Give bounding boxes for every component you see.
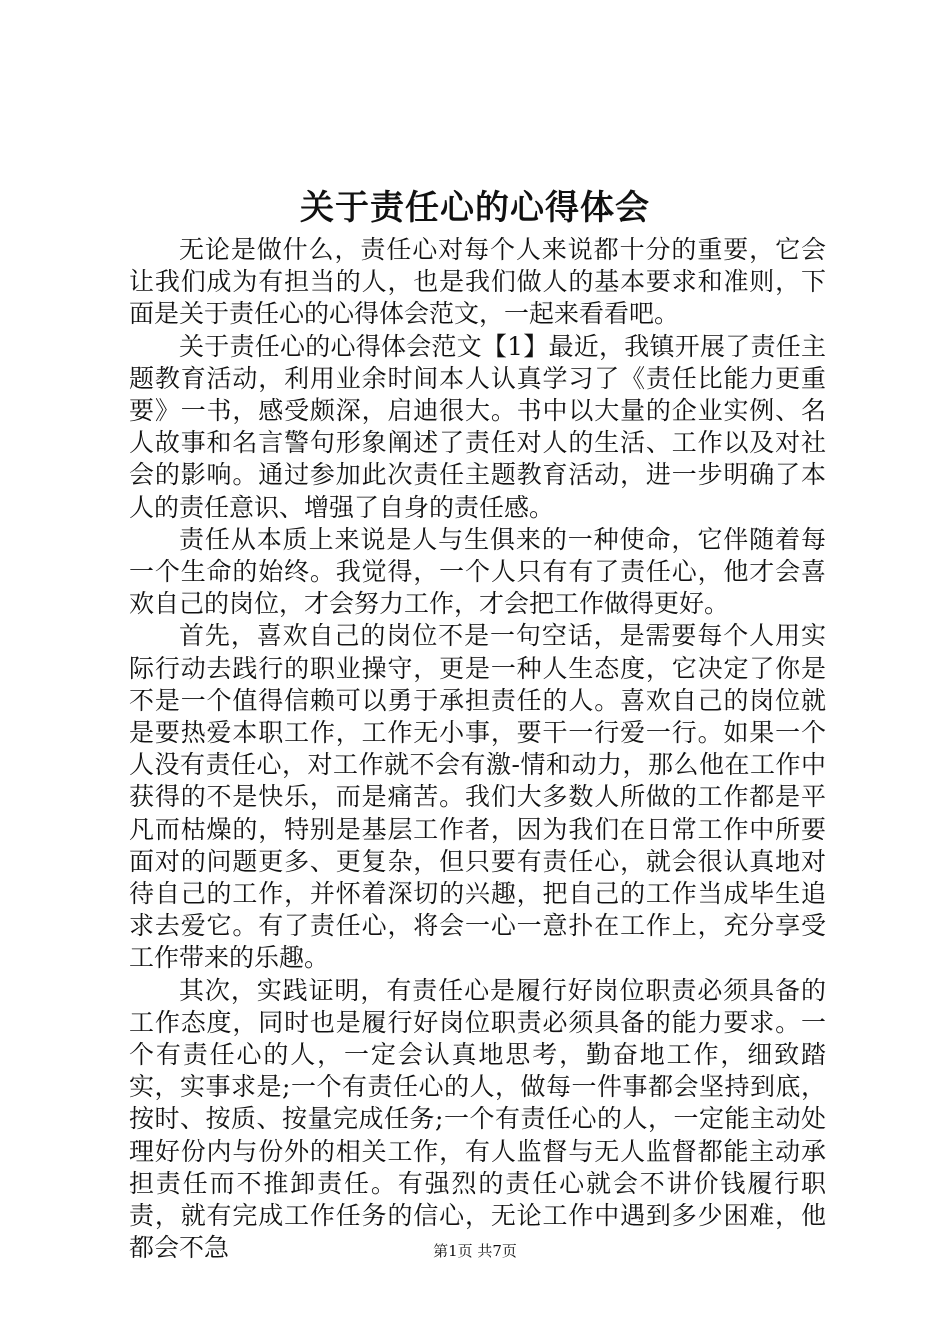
paragraph-responsibility-essence: 责任从本质上来说是人与生俱来的一种使命，它伴随着每一个生命的始终。我觉得，一个人只有有了责任心，他才会喜欢自己的岗位，才会努力工作，才会把工作做得更好。 (129, 524, 826, 619)
page-footer (0, 1241, 950, 1261)
paragraph-second-point: 其次，实践证明，有责任心是履行好岗位职责必须具备的工作态度，同时也是履行好岗位职责必须具备的能力要求。一个有责任心的人，一定会认真地思考，勤奋地工作，细致踏实，实事求是;一个有责任心的人，做每一件事都会坚持到底，按时、按质、按量完成任务;一个有责任心的人，一定能主动处理好份内与份外的相关工作，有人监督与无人监督都能主动承担责任而不推卸责任。有强烈的责任心就会不讲价钱履行职责，就有完成工作任务的信心，无论工作中遇到多少困难，他都会不急 (129, 975, 826, 1263)
page-total: 共7页 (477, 1242, 517, 1260)
page-number: 第1页 (433, 1242, 473, 1260)
document-title: 关于责任心的心得体会 (300, 188, 650, 228)
paragraph-intro: 无论是做什么，责任心对每个人来说都十分的重要，它会让我们成为有担当的人，也是我们做人的基本要求和准则，下面是关于责任心的心得体会范文，一起来看看吧。 (129, 235, 826, 329)
paragraph-sample-1: 关于责任心的心得体会范文【1】最近，我镇开展了责任主题教育活动，利用业余时间本人认真学习了《责任比能力更重要》一书，感受颇深，启迪很大。书中以大量的企业实例、名人故事和名言警句形象阐述了责任对人的生活、工作以及对社会的影响。通过参加此次责任主题教育活动，进一步明确了本人的责任意识、增强了自身的责任感。 (129, 331, 826, 522)
document-body (129, 234, 826, 1265)
paragraph-first-point: 首先，喜欢自己的岗位不是一句空话，是需要每个人用实际行动去践行的职业操守，更是一种人生态度，它决定了你是不是一个值得信赖可以勇于承担责任的人。喜欢自己的岗位就是要热爱本职工作，工作无小事，要干一行爱一行。如果一个人没有责任心，对工作就不会有激-情和动力，那么他在工作中获得的不是快乐，而是痛苦。我们大多数人所做的工作都是平凡而枯燥的，特别是基层工作者，因为我们在日常工作中所要面对的问题更多、更复杂，但只要有责任心，就会很认真地对待自己的工作，并怀着深切的兴趣，把自己的工作当成毕生追求去爱它。有了责任心，将会一心一意扑在工作上，充分享受工作带来的乐趣。 (129, 621, 826, 973)
